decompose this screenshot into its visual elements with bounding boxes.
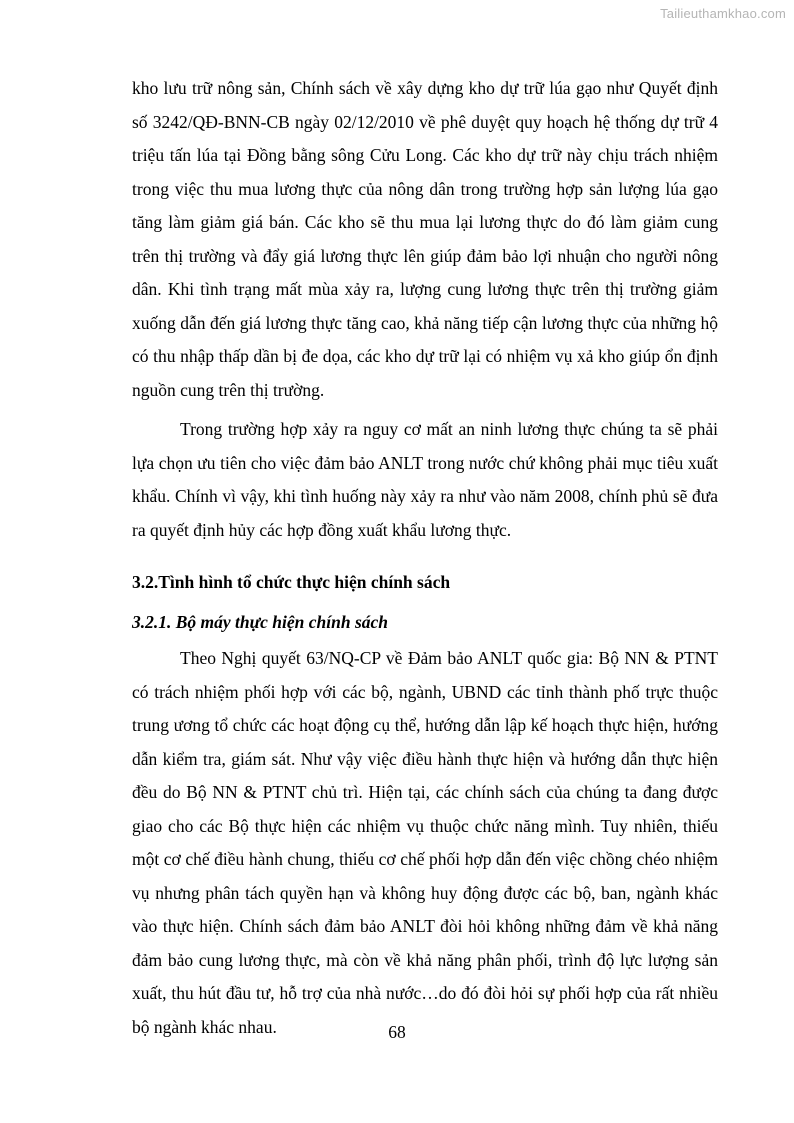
paragraph-uu-tien-anlt: Trong trường hợp xảy ra nguy cơ mất an ninh lương thực chúng ta sẽ phải lựa chọn ưu tiên cho việc đảm bảo ANLT trong nước chứ không phải mục tiêu xuất khẩu. Chính vì vậy, khi tình huống này xảy ra như vào năm 2008, chính phủ sẽ đưa ra quyết định hủy các hợp đồng xuất khẩu lương thực.: [132, 419, 718, 540]
section-heading: 3.2.Tình hình tổ chức thực hiện chính sách: [132, 572, 451, 592]
document-body: [132, 72, 718, 1044]
paragraph-nghi-quyet-63: Theo Nghị quyết 63/NQ-CP về Đảm bảo ANLT quốc gia: Bộ NN & PTNT có trách nhiệm phối hợp với các bộ, ngành, UBND các tỉnh thành phố trực thuộc trung ương tổ chức các hoạt động cụ thể, hướng dẫn lập kế hoạch thực hiện, hướng dẫn kiểm tra, giám sát. Như vậy việc điều hành thực hiện và hướng dẫn thực hiện đều do Bộ NN & PTNT chủ trì. Hiện tại, các chính sách của chúng ta đang được giao cho các Bộ thực hiện các nhiệm vụ thuộc chức năng mình. Tuy nhiên, thiếu một cơ chế điều hành chung, thiếu cơ chế phối hợp dẫn đến việc chồng chéo nhiệm vụ nhưng phân tách quyền hạn và không huy động được các bộ, ban, ngành khác vào thực hiện. Chính sách đảm bảo ANLT đòi hỏi không những đảm về khả năng đảm bảo cung lương thực, mà còn về khả năng phân phối, trình độ lực lượng sản xuất, thu hút đầu tư, hỗ trợ của nhà nước…do đó đòi hỏi sự phối hợp của rất nhiều bộ ngành khác nhau.: [132, 648, 718, 1037]
watermark: Tailieuthamkhao.com: [660, 6, 786, 21]
page-number: 68: [388, 1022, 406, 1042]
subsection-heading: 3.2.1. Bộ máy thực hiện chính sách: [132, 611, 389, 632]
paragraph-kho-du-tru: kho lưu trữ nông sản, Chính sách về xây dựng kho dự trữ lúa gạo như Quyết định số 3242/QĐ-BNN-CB ngày 02/12/2010 về phê duyệt quy hoạch hệ thống dự trữ 4 triệu tấn lúa tại Đồng bằng sông Cửu Long. Các kho dự trữ này chịu trách nhiệm trong việc thu mua lương thực của nông dân trong trường hợp sản lượng lúa gạo tăng làm giảm giá bán. Các kho sẽ thu mua lại lương thực do đó làm giảm cung trên thị trường và đẩy giá lương thực lên giúp đảm bảo lợi nhuận cho người nông dân. Khi tình trạng mất mùa xảy ra, lượng cung lương thực trên thị trường giảm xuống dẫn đến giá lương thực tăng cao, khả năng tiếp cận lương thực của những hộ có thu nhập thấp dần bị đe dọa, các kho dự trữ lại có nhiệm vụ xả kho giúp ổn định nguồn cung trên thị trường.: [132, 78, 718, 400]
